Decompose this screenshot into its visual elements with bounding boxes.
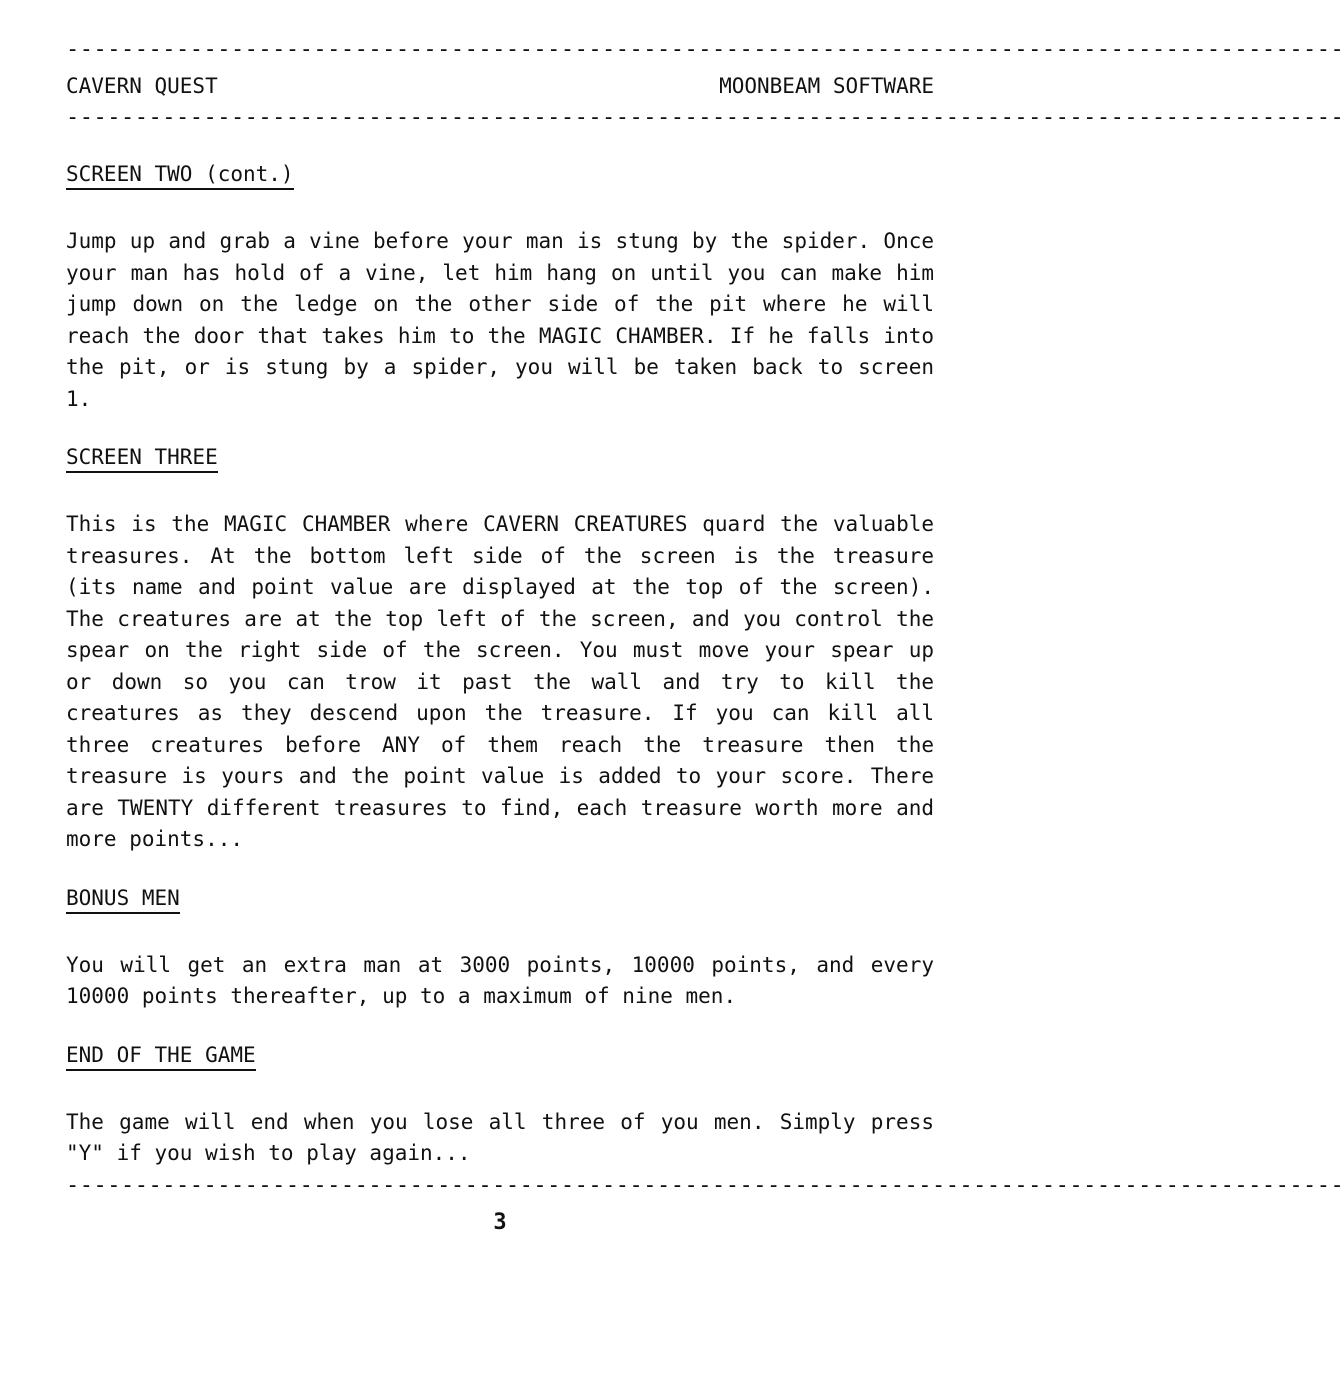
manual-page bbox=[66, 36, 1344, 1235]
header-publisher: MOONBEAM SOFTWARE bbox=[719, 74, 934, 98]
section-title: SCREEN THREE bbox=[66, 445, 218, 473]
page-header bbox=[66, 72, 934, 100]
footer-rule: --------------------------------------------------------------------------------------------- bbox=[66, 1172, 1344, 1198]
section-title: END OF THE GAME bbox=[66, 1043, 256, 1071]
page-number: 3 bbox=[493, 1209, 507, 1235]
header-top-rule: --------------------------------------------------------------------------------------------- bbox=[66, 37, 1344, 62]
section-body: You will get an extra man at 3000 points, 10000 points, and every 10000 points thereafter, up to a maximum of nine men. bbox=[66, 952, 934, 1008]
section-bonus-men bbox=[66, 886, 934, 1013]
section-title: SCREEN TWO (cont.) bbox=[66, 162, 294, 190]
section-end-of-game bbox=[66, 1043, 934, 1170]
section-body: The game will end when you lose all three of you men. Simply press "Y" if you wish to play again... bbox=[66, 1109, 934, 1165]
section-screen-three bbox=[66, 445, 934, 856]
section-body: Jump up and grab a vine before your man is stung by the spider. Once your man has hold of a vine, let him hang on until you can make him jump down on the ledge on the other side of the pit where he will reach the door that takes him to the MAGIC CHAMBER. If he falls into the pit, or is stung by a spider, you will be taken back to screen 1. bbox=[66, 229, 934, 411]
section-body: This is the MAGIC CHAMBER where CAVERN CREATURES quard the valuable treasures. At the bottom left side of the screen is the treasure (its name and point value are displayed at the top of the screen). The creatures are at the top left of the screen, and you control the spear on the right side of the screen. You must move your spear up or down so you can trow it past the wall and try to kill the creatures as they descend upon the treasure. If you can kill all three creatures before ANY of them reach the treasure then the treasure is yours and the point value is added to your score. There are TWENTY different treasures to find, each treasure worth more and more points... bbox=[66, 512, 934, 851]
header-bottom-rule: --------------------------------------------------------------------------------------------- bbox=[66, 105, 1344, 130]
header-title: CAVERN QUEST bbox=[66, 74, 218, 98]
section-title: BONUS MEN bbox=[66, 886, 180, 914]
section-screen-two bbox=[66, 162, 934, 415]
